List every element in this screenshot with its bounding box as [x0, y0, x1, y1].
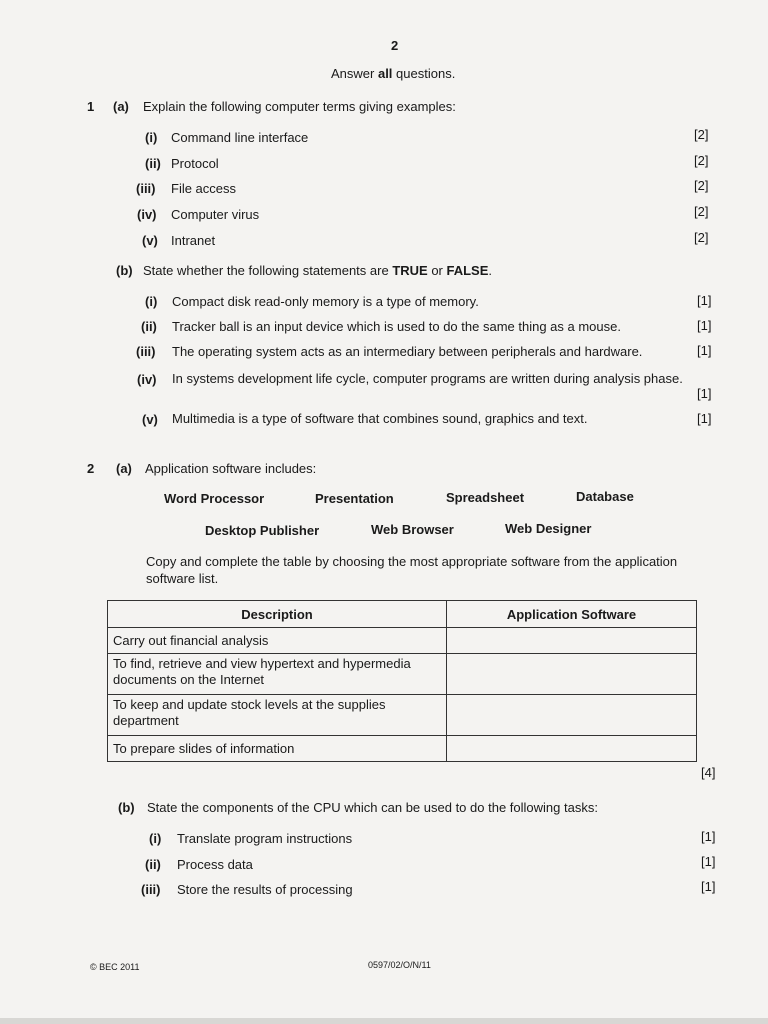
q2b-text: State the components of the CPU which can be used to do the following tasks: [147, 800, 598, 815]
table-cell-description: Carry out financial analysis [108, 628, 447, 654]
table-row [108, 695, 697, 736]
question-2-number: 2 [87, 461, 95, 476]
q1b-v-roman: (v) [142, 412, 158, 427]
q1b-i-mark: [1] [697, 293, 712, 308]
q1b-i-roman: (i) [145, 294, 158, 309]
q1a-ii-mark: [2] [694, 153, 709, 168]
q1b-text-post: . [488, 263, 493, 278]
q1a-v-text: Intranet [171, 233, 216, 248]
q1b-ii-mark: [1] [697, 318, 712, 333]
table-header-row [108, 601, 697, 628]
q1b-iii-roman: (iii) [136, 344, 156, 359]
q1a-i-text: Command line interface [171, 130, 309, 145]
q2b-iii-mark: [1] [701, 879, 716, 894]
q1a-ii-text: Protocol [171, 156, 219, 171]
table-cell-description: To prepare slides of information [108, 736, 447, 762]
table-header-description: Description [108, 601, 447, 628]
software-table [107, 600, 697, 762]
software-word-processor: Word Processor [164, 491, 265, 506]
table-cell-description: To find, retrieve and view hypertext and hypermedia documents on the Internet [108, 654, 447, 695]
q2b-iii-text: Store the results of processing [177, 882, 353, 897]
q2b-label: (b) [118, 800, 135, 815]
q1a-label: (a) [113, 99, 129, 114]
q1a-iv-mark: [2] [694, 204, 709, 219]
q1a-iii-roman: (iii) [136, 181, 156, 196]
q1b-iii-text: The operating system acts as an intermediary between peripherals and hardware. [172, 344, 643, 359]
table-cell-software [447, 654, 697, 695]
footer-copyright: © BEC 2011 [90, 962, 140, 972]
q1b-v-mark: [1] [697, 411, 712, 426]
table-cell-software [447, 736, 697, 762]
q1a-iii-mark: [2] [694, 178, 709, 193]
q1a-v-mark: [2] [694, 230, 709, 245]
instruction-pre: Answer [331, 66, 378, 81]
q1b-ii-roman: (ii) [141, 319, 157, 334]
q2b-ii-roman: (ii) [145, 857, 161, 872]
q1a-iii-text: File access [171, 181, 237, 196]
q1b-or-word: or [427, 263, 447, 278]
q1a-i-mark: [2] [694, 127, 709, 142]
q1b-iv-mark: [1] [697, 386, 712, 401]
instruction-post: questions. [392, 66, 456, 81]
software-presentation: Presentation [315, 491, 394, 506]
q2a-text: Application software includes: [145, 461, 317, 476]
q2b-ii-text: Process data [177, 857, 253, 872]
q1a-v-roman: (v) [142, 233, 158, 248]
q1b-ii-text: Tracker ball is an input device which is used to do the same thing as a mouse. [172, 319, 621, 334]
q1b-v-text: Multimedia is a type of software that combines sound, graphics and text. [172, 411, 588, 426]
q1b-iv-text: In systems development life cycle, computer programs are written during analysis phase. [172, 371, 683, 386]
q1b-i-text: Compact disk read-only memory is a type of memory. [172, 294, 479, 309]
q1b-label: (b) [116, 263, 133, 278]
q2a-mark: [4] [701, 765, 716, 780]
software-desktop-publisher: Desktop Publisher [205, 523, 320, 538]
table-cell-description: To keep and update stock levels at the supplies department [108, 695, 447, 736]
q1a-ii-roman: (ii) [145, 156, 161, 171]
table-cell-software [447, 695, 697, 736]
q2b-ii-mark: [1] [701, 854, 716, 869]
software-web-designer: Web Designer [505, 521, 592, 536]
software-database: Database [576, 489, 634, 504]
q2a-instruction-line1: Copy and complete the table by choosing the most appropriate software from the application [146, 554, 678, 569]
q2b-i-text: Translate program instructions [177, 831, 353, 846]
table-cell-software [447, 628, 697, 654]
q1a-i-roman: (i) [145, 130, 158, 145]
software-web-browser: Web Browser [371, 522, 454, 537]
q1b-iii-mark: [1] [697, 343, 712, 358]
instruction [331, 66, 455, 81]
q2b-iii-roman: (iii) [141, 882, 161, 897]
table-row [108, 736, 697, 762]
page-bottom-edge [0, 1018, 768, 1024]
software-spreadsheet: Spreadsheet [446, 490, 525, 505]
table-row [108, 654, 697, 695]
q1b-false-word: FALSE [446, 263, 489, 278]
q1b-text [143, 263, 492, 278]
q2a-label: (a) [116, 461, 132, 476]
q2a-instruction-line2: software list. [146, 571, 219, 586]
table-header-software: Application Software [447, 601, 697, 628]
q1b-text-pre: State whether the following statements are [143, 263, 393, 278]
q1a-iv-roman: (iv) [137, 207, 157, 222]
page-number: 2 [391, 38, 399, 53]
table-row [108, 628, 697, 654]
q2b-i-roman: (i) [149, 831, 162, 846]
q2b-i-mark: [1] [701, 829, 716, 844]
q1a-text: Explain the following computer terms giving examples: [143, 99, 456, 114]
q1b-iv-roman: (iv) [137, 372, 157, 387]
footer-code: 0597/02/O/N/11 [368, 960, 431, 970]
instruction-bold: all [377, 66, 393, 81]
q1a-iv-text: Computer virus [171, 207, 260, 222]
question-1-number: 1 [87, 99, 95, 114]
q1b-true-word: TRUE [392, 263, 428, 278]
